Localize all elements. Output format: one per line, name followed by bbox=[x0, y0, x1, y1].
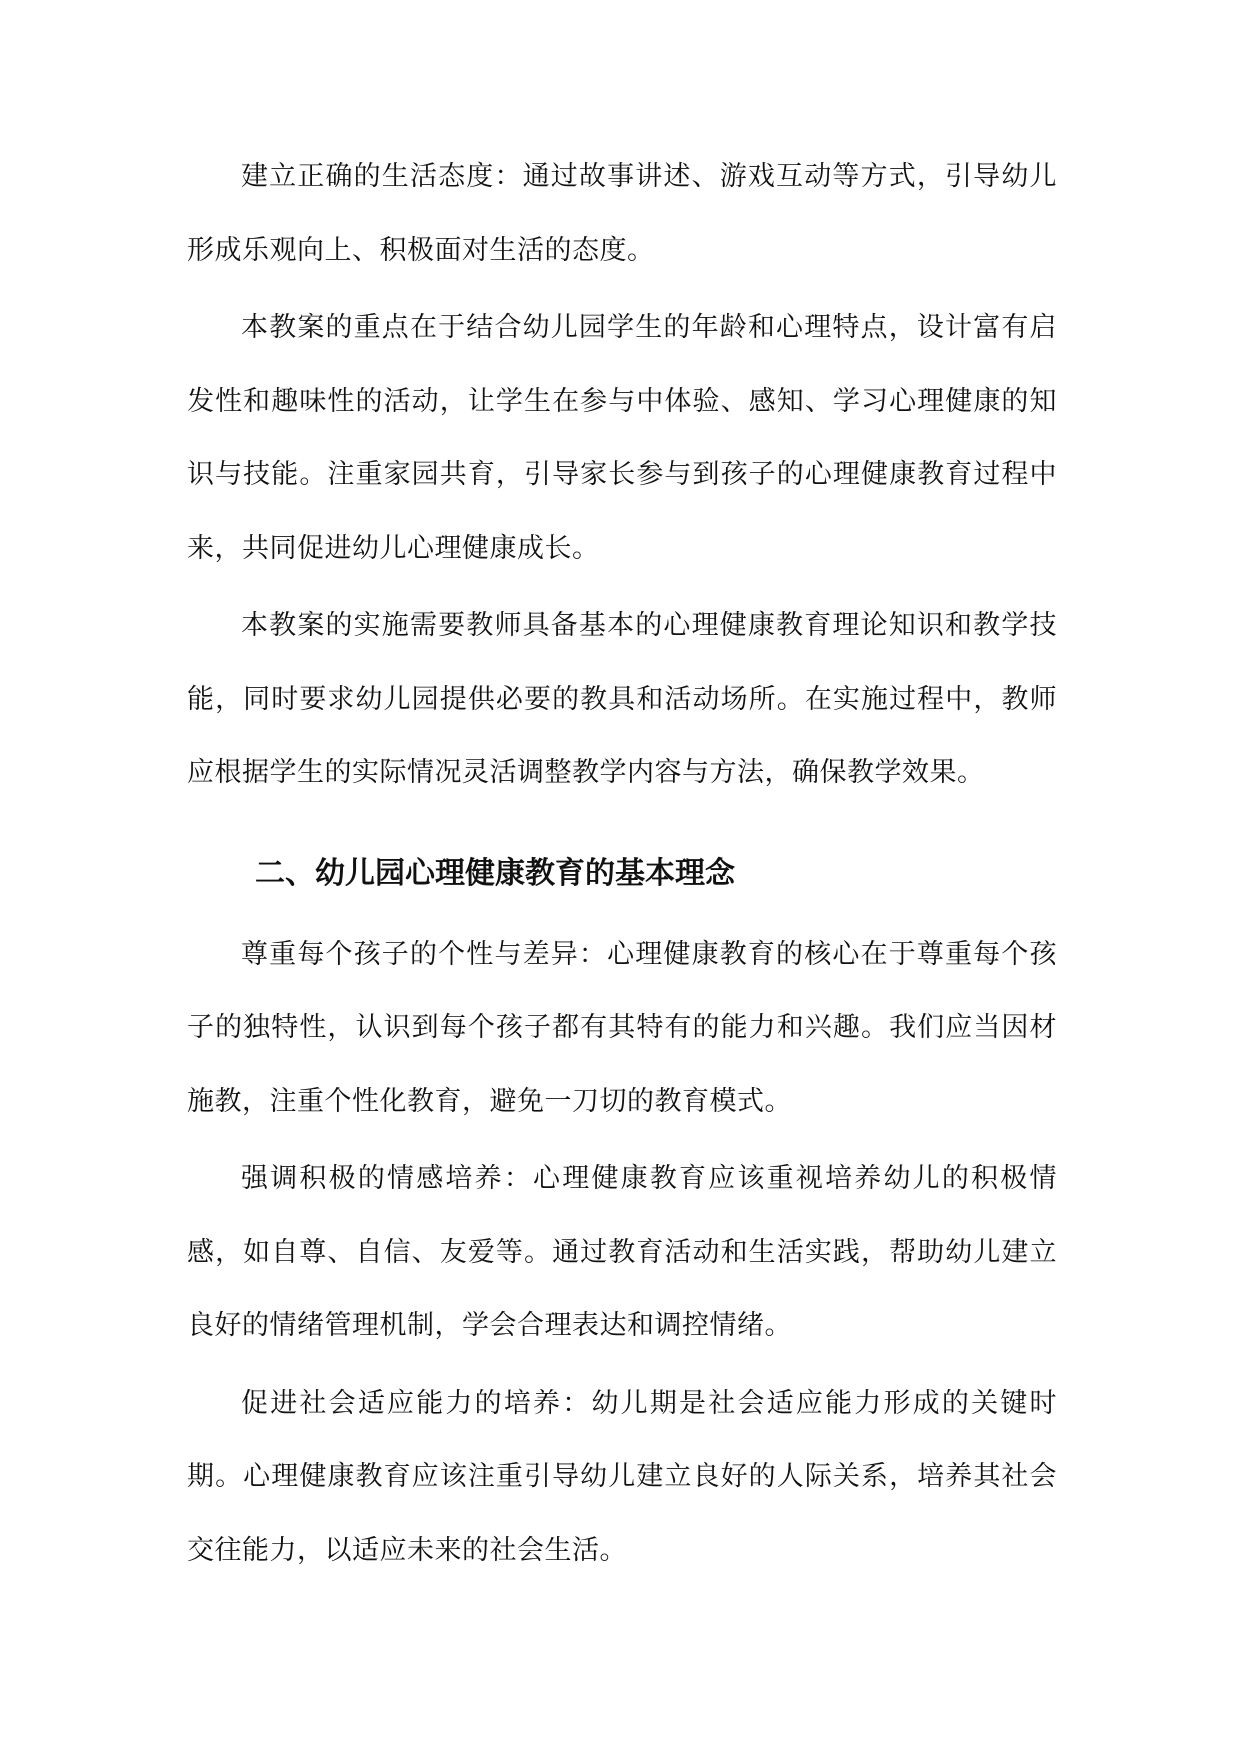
paragraph-life-attitude: 建立正确的生活态度：通过故事讲述、游戏互动等方式，引导幼儿形成乐观向上、积极面对生活的态度。 bbox=[187, 161, 1057, 266]
paragraph-lesson-focus: 本教案的重点在于结合幼儿园学生的年龄和心理特点，设计富有启发性和趣味性的活动，让学生在参与中体验、感知、学习心理健康的知识与技能。注重家园共育，引导家长参与到孩子的心理健康教育过程中来，共同促进幼儿心理健康成长。 bbox=[187, 312, 1057, 564]
document-body bbox=[187, 140, 1057, 1591]
paragraph-positive-emotion: 强调积极的情感培养：心理健康教育应该重视培养幼儿的积极情感，如自尊、自信、友爱等。通过教育活动和生活实践，帮助幼儿建立良好的情绪管理机制，学会合理表达和调控情绪。 bbox=[187, 1163, 1057, 1341]
section-heading: 二、幼儿园心理健康教育的基本理念 bbox=[255, 855, 735, 891]
paragraph-implementation: 本教案的实施需要教师具备基本的心理健康教育理论知识和教学技能，同时要求幼儿园提供必要的教具和活动场所。在实施过程中，教师应根据学生的实际情况灵活调整教学内容与方法，确保教学效果。 bbox=[187, 610, 1057, 788]
paragraph-respect-individuality: 尊重每个孩子的个性与差异：心理健康教育的核心在于尊重每个孩子的独特性，认识到每个孩子都有其特有的能力和兴趣。我们应当因材施教，注重个性化教育，避免一刀切的教育模式。 bbox=[187, 938, 1057, 1117]
paragraph-social-adaptation: 促进社会适应能力的培养：幼儿期是社会适应能力形成的关键时期。心理健康教育应该注重引导幼儿建立良好的人际关系，培养其社会交往能力，以适应未来的社会生活。 bbox=[187, 1387, 1057, 1566]
